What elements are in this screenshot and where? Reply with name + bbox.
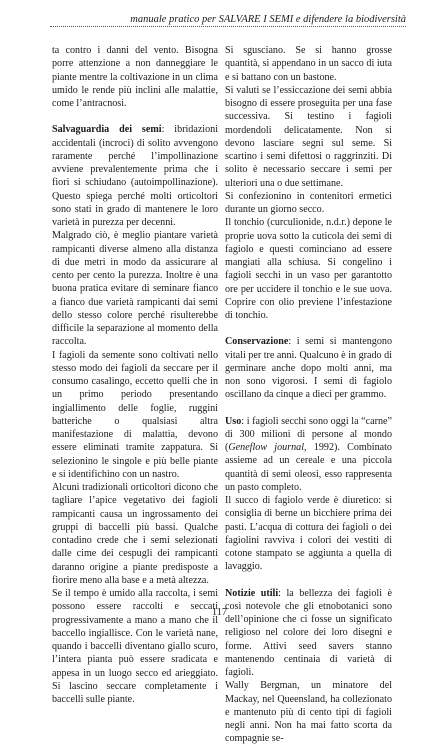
paragraph: Il tonchio (curculionide, n.d.r.) depone le proprie uova sotto la cuticola dei semi di fagiolo e questi cominciano ad essere mangiati alla schiusa. Si congelino i fagioli secchi in un vaso per garantotto ore per uccidere il tonchio e le sue uova. Coprire con olio previene l’infestazione di tonchio.	[225, 217, 392, 321]
paragraph-text: : la bellezza dei fagioli è così notevole che gli etnobotanici sono dell’opinione che ci fosse un significato religioso nel colore dei loro disegni e forme. Attivi seed savers stanno mantenendo centinaia di varietà di fagioli.	[225, 587, 393, 678]
paragraph: Il succo di fagiolo verde è diuretico: si consiglia di berne un bicchiere prima dei pasti. L’acqua di cottura dei fagioli o dei fagiolini ravviva i colori dei vestiti di cotone stampato se aggiunta a quella di lavaggio.	[225, 495, 392, 573]
paragraph: I fagioli da semente sono coltivati nello stesso modo dei fagioli da seccare per il consumo casalingo, eccetto quelli che in un primo periodo presentando ingiallimento delle foglie, ruggini batteriche o qualsiasi altra manifestazione di malattia, devono essere eliminati tramite zappatura. Si selezionino le singole e più belle piante e si identifichino con un nastro.	[52, 349, 218, 480]
paragraph: Si valuti se l’essiccazione dei semi abbia bisogno di essere proseguita per una fase successiva. Si testino i fagioli mordendoli delicatamente. Non si devono lasciare segni sul seme. Si scartino i semi difettosi o raggrinziti. Di solito è necessario seccare i semi per ulteriori una o due settimane.	[225, 84, 392, 189]
paragraph-use	[225, 415, 392, 495]
paragraph: Si confezionino in contenitori ermetici durante un giorno secco.	[225, 190, 392, 215]
citation-title: Geneflow journal	[228, 442, 305, 453]
paragraph-text: , 1992). Combinato assieme ad un cereale e una piccola quantità di semi oleosi, esso rappresenta un pasto completo.	[225, 442, 392, 493]
section-heading: Conservazione	[225, 336, 289, 348]
paragraph-text: : i semi si mantengono vitali per tre anni. Qualcuno è in grado di germinare anche dopo molti anni, ma non sono vigorosi. I semi di fagiolo oscillano da cinque a dieci per grammo.	[225, 336, 392, 401]
paragraph-text: : i fagioli secchi sono oggi la “carne” di 300 milioni di persone al mondo (	[225, 415, 392, 453]
paragraph-storage	[225, 335, 392, 401]
paragraph: Wally Bergman, un minatore del Mackay, nel Queensland, ha collezionato e mantenuto più di cento tipi di fagioli negli anni. Non ha mai fatto scorta da compagnie se-	[225, 680, 392, 745]
paragraph: Alcuni tradizionali orticoltori dicono che tagliare l’apice vegetativo dei fagioli rampicanti causa un ingrossamento dei gruppi di baccelli più bassi. Qualche contadino crede che i semi selezionati dalle cime dei cespugli dei rampicanti daranno origine a piante predisposte a fiorire meno alla base e a metà altezza.	[52, 482, 218, 586]
paragraph-useful-notes	[225, 587, 392, 680]
paragraph: Se il tempo è umido alla raccolta, i semi possono essere raccolti e seccati progressivamente a mano a mano che il baccello ingiallisce. Con le varietà nane, quando i baccelli diventano giallo scuro, l’intera pianta può essere sradicata e appesa in un luogo secco ed arieggiato. Si lascino seccare completamente i baccelli sulle piante.	[52, 588, 218, 705]
section-heading: Uso	[225, 415, 242, 427]
header-title: manuale pratico per SALVARE I SEMI e difendere la biodiversità	[130, 14, 406, 25]
right-column	[225, 44, 392, 746]
page-number: 117	[211, 607, 228, 618]
section-heading: Notizie utili	[225, 587, 279, 599]
paragraph: ta contro i danni del vento. Bisogna porre attenzione a non danneggiare le piante mentre la coltivazione in un clima umido le rende più inclini alle malattie, come l’antracnosi.	[52, 45, 218, 109]
paragraph-text: : ibridazioni accidentali (incroci) di solito avvengono raramente perché l’impollinazione avviene prevalentemente prima che i fiori si schiudano (autoimpollinazione). Questo spiega perché molti orticoltori sono stati in grado di mantenere le loro varietà in purezza per decenni.	[52, 124, 219, 228]
section-heading: Salvaguardia dei semi	[52, 124, 162, 136]
header-leader-dots	[50, 22, 126, 23]
running-header	[50, 8, 406, 27]
paragraph: Si sgusciano. Se si hanno grosse quantità, si appendano in un sacco di iuta e si battano con un bastone.	[225, 45, 392, 83]
paragraph-seed-saving	[52, 123, 218, 229]
paragraph: Malgrado ciò, è meglio piantare varietà rampicanti diverse almeno alla distanza di due metri in modo da assicurare al cento per cento la purezza. Inoltre è una buona pratica evitare di seminare fianco a fianco due varietà rampicanti dai semi dello stesso colore perché risulterebbe difficile la separazione al momento della raccolta.	[52, 230, 218, 348]
